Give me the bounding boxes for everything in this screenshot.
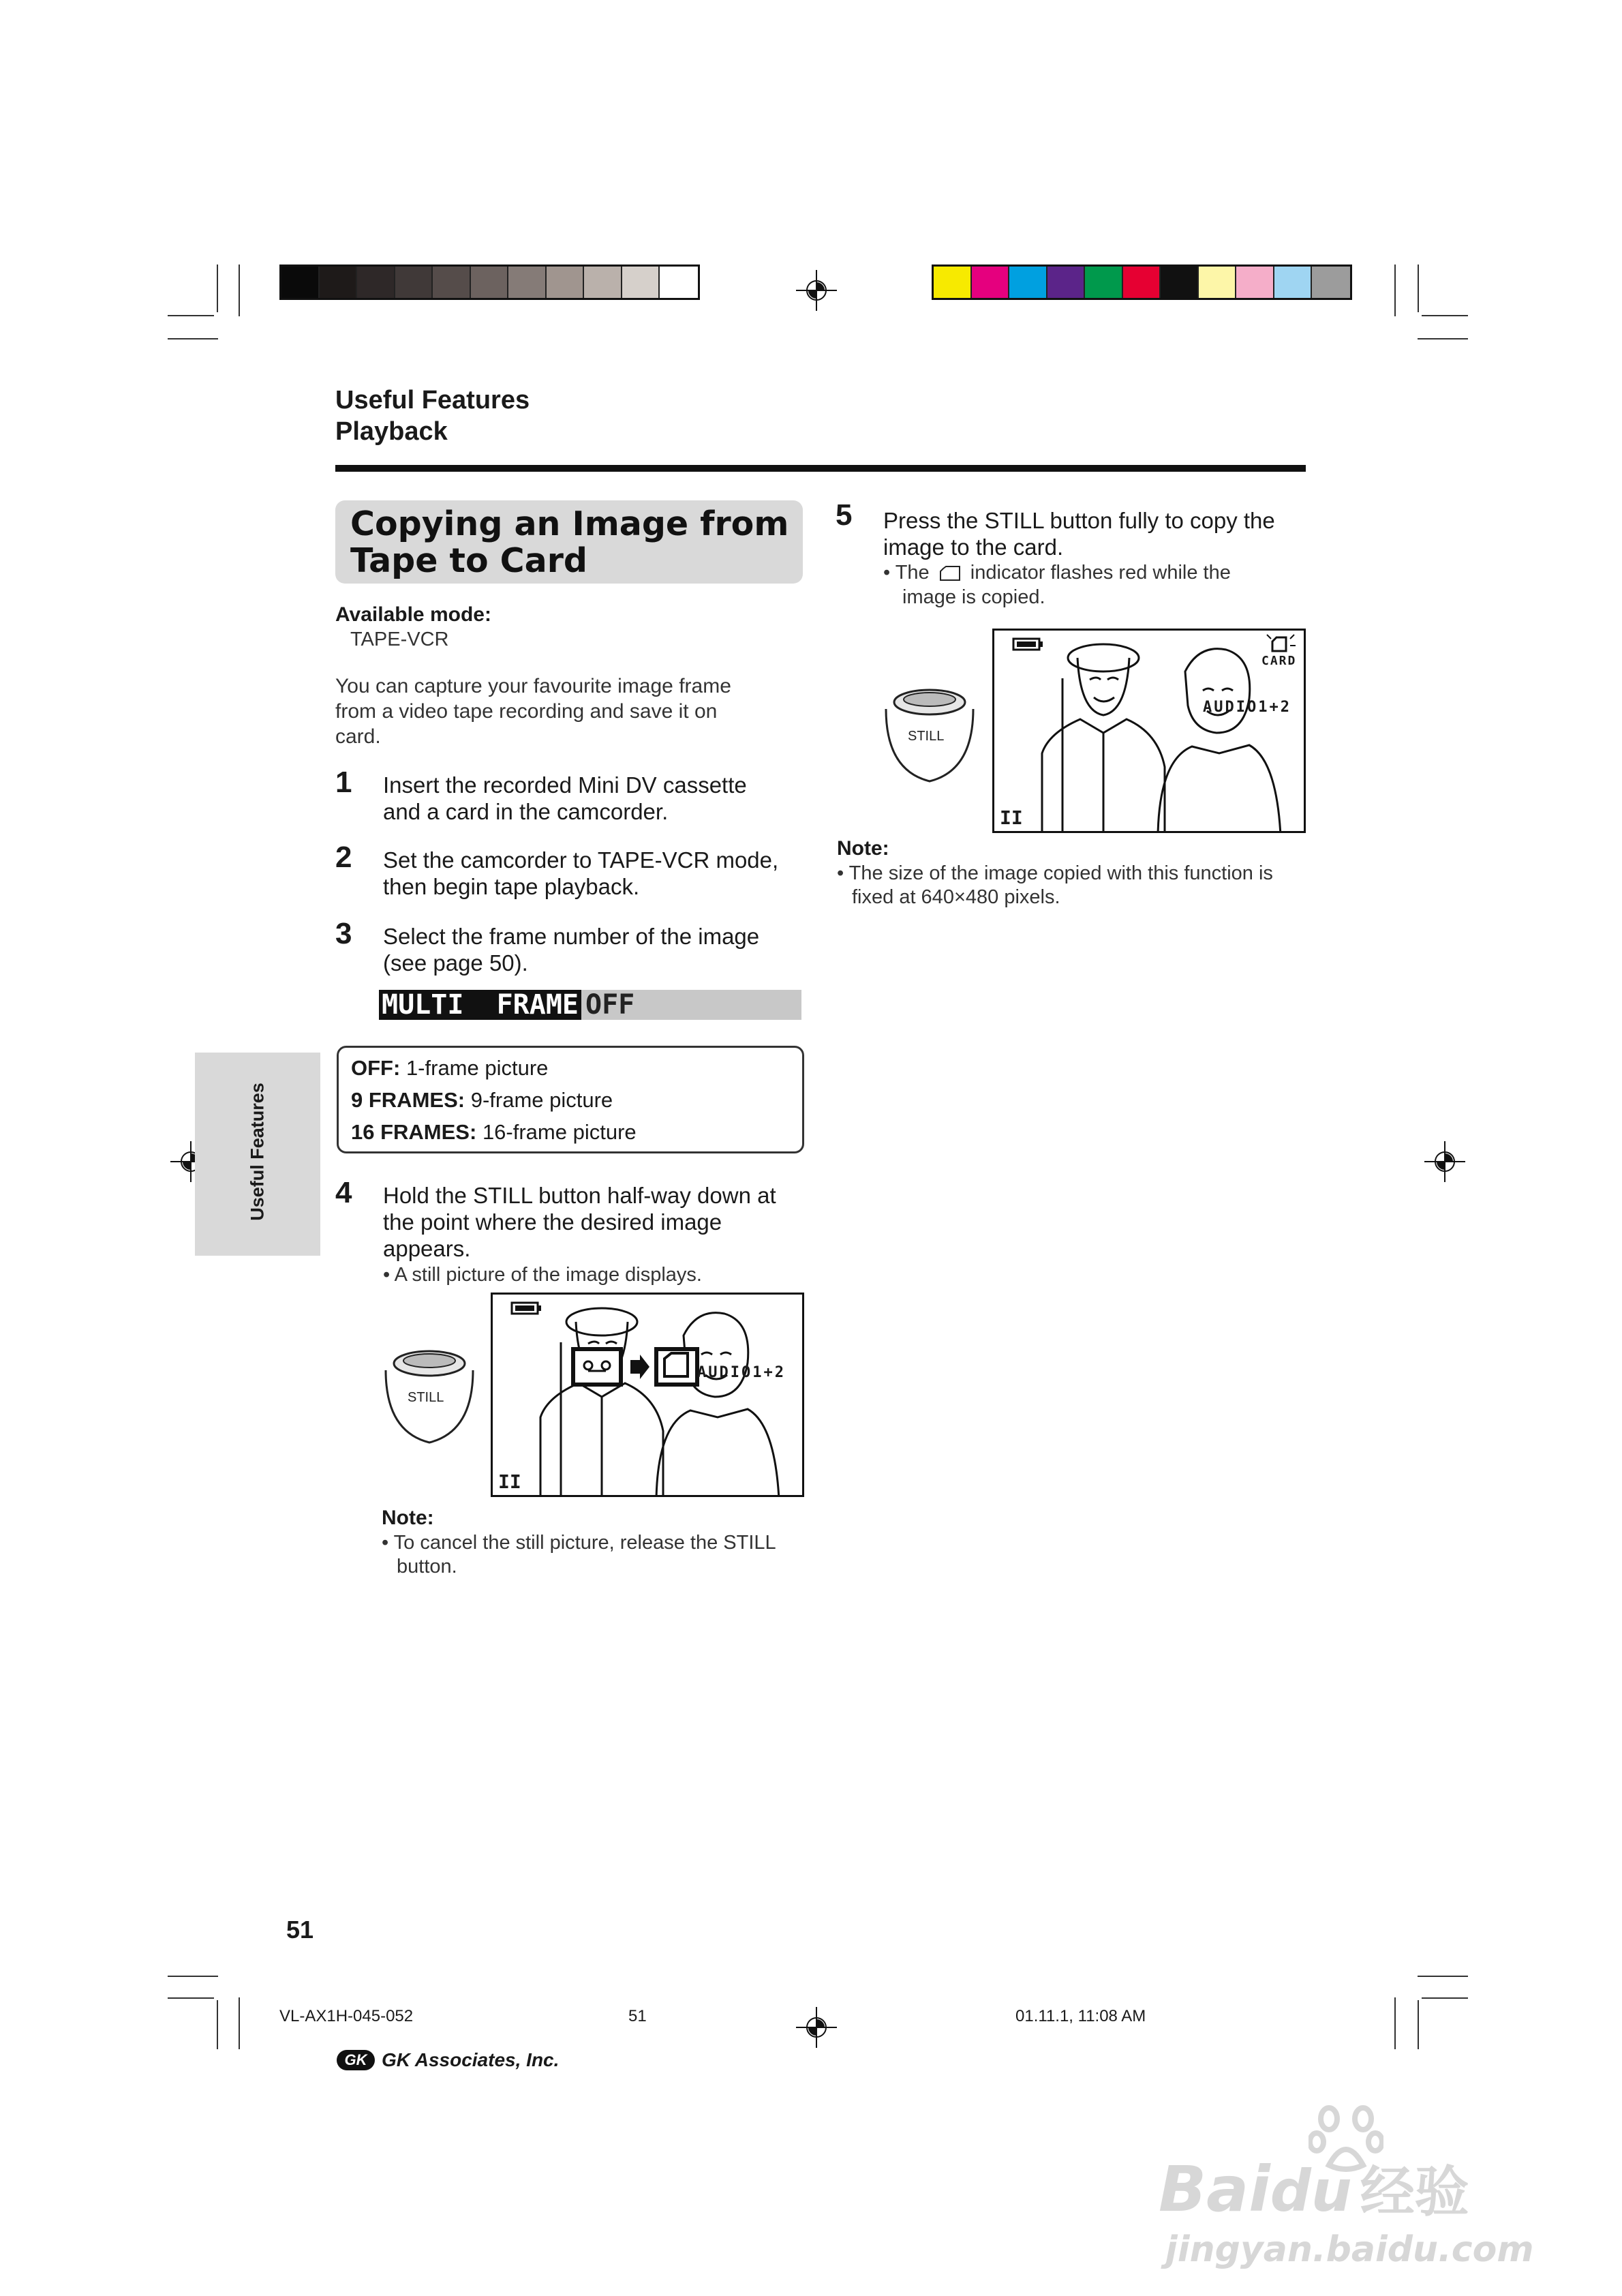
page-number: 51 <box>286 1916 314 1944</box>
step-line: Press the STILL button fully to copy the <box>883 508 1275 533</box>
step-line: Hold the STILL button half-way down at <box>383 1183 776 1208</box>
color-swatch <box>320 267 358 298</box>
color-swatch <box>357 267 395 298</box>
crop-mark <box>1394 1997 1396 2049</box>
intro-line: card. <box>335 725 381 748</box>
still-label: STILL <box>408 1390 444 1405</box>
watermark-brand <box>1159 2153 1469 2226</box>
still-button-icon <box>382 1343 477 1445</box>
option-row <box>339 1052 802 1084</box>
registration-mark-icon <box>796 2007 837 2048</box>
option-key: 9 FRAMES: <box>351 1088 465 1112</box>
page-title-line: Tape to Card <box>350 541 587 580</box>
color-calibration-bar <box>932 265 1352 300</box>
step-line: the point where the desired image <box>383 1209 722 1235</box>
side-tab-label: Useful Features <box>247 1083 268 1221</box>
color-swatch <box>281 267 320 298</box>
company-logo <box>337 2049 559 2071</box>
option-key: OFF: <box>351 1056 401 1080</box>
crop-mark <box>1418 265 1419 312</box>
audio-indicator: AUDIO1+2 <box>697 1364 786 1381</box>
color-swatch <box>934 267 972 298</box>
note-line: button. <box>397 1556 457 1577</box>
option-row <box>339 1084 802 1116</box>
step-number: 5 <box>836 498 853 532</box>
menu-label: MULTI FRAME <box>379 990 581 1020</box>
side-tab <box>195 1053 320 1256</box>
step-line: Select the frame number of the image <box>383 924 760 949</box>
page-title-line: Copying an Image from <box>350 504 789 543</box>
color-swatch <box>471 267 509 298</box>
multi-frame-menu-bar <box>379 990 801 1020</box>
subsection-title: Playback <box>335 417 448 446</box>
color-swatch <box>508 267 547 298</box>
crop-mark <box>239 1997 240 2049</box>
option-text: 16-frame picture <box>482 1120 637 1144</box>
crop-mark <box>1394 265 1396 316</box>
watermark-cn-text: 经验 <box>1360 2160 1469 2224</box>
step-text <box>883 507 1275 560</box>
step-text <box>383 923 759 976</box>
color-swatch <box>1199 267 1237 298</box>
color-swatch <box>1047 267 1086 298</box>
step-line: image to the card. <box>883 534 1064 560</box>
step-text <box>383 847 778 900</box>
note-heading: Note: <box>382 1507 434 1529</box>
note-text <box>382 1531 776 1579</box>
card-flashing-icon <box>1264 633 1298 656</box>
color-swatch <box>1123 267 1161 298</box>
card-icon <box>939 566 961 581</box>
crop-mark <box>239 265 240 316</box>
crop-mark <box>168 315 214 316</box>
gray-calibration-bar <box>279 265 700 300</box>
step-line: Set the camcorder to TAPE-VCR mode, <box>383 847 779 873</box>
step-line: appears. <box>383 1236 471 1261</box>
step-bullet: • A still picture of the image displays. <box>383 1264 702 1286</box>
page-title <box>350 506 789 579</box>
crop-mark <box>217 265 218 312</box>
menu-value: OFF <box>585 989 635 1021</box>
bullet-text: indicator flashes red while the <box>970 562 1231 584</box>
color-swatch <box>622 267 660 298</box>
registration-mark-icon <box>1424 1141 1465 1182</box>
note-line: • To cancel the still picture, release the STILL <box>382 1532 776 1554</box>
note-line: • The size of the image copied with this function is <box>837 862 1273 884</box>
color-swatch <box>660 267 698 298</box>
pause-indicator: II <box>498 1470 521 1493</box>
viewfinder-screen <box>992 629 1306 833</box>
color-swatch <box>1236 267 1274 298</box>
color-swatch <box>395 267 433 298</box>
option-text: 1-frame picture <box>406 1056 549 1080</box>
option-row <box>339 1116 802 1148</box>
crop-mark <box>168 338 218 339</box>
footer-page: 51 <box>628 2007 647 2025</box>
crop-mark <box>1418 2000 1419 2049</box>
still-label: STILL <box>908 729 945 744</box>
option-text: 9-frame picture <box>470 1088 613 1112</box>
crop-mark <box>1418 1976 1468 1977</box>
crop-mark <box>1418 338 1468 339</box>
gk-logo-icon: GK <box>337 2050 375 2070</box>
options-box <box>337 1046 804 1153</box>
bullet-text: A still picture of the image displays. <box>394 1264 702 1286</box>
color-swatch <box>433 267 471 298</box>
pause-indicator: II <box>1000 806 1023 829</box>
watermark <box>1159 2100 1595 2277</box>
color-swatch <box>1085 267 1123 298</box>
couple-illustration-icon <box>1015 631 1287 833</box>
registration-mark-icon <box>796 270 837 311</box>
section-title: Useful Features <box>335 386 530 414</box>
color-swatch <box>1312 267 1350 298</box>
bullet-text: image is copied. <box>902 586 1045 608</box>
step-line: Insert the recorded Mini DV cassette <box>383 772 747 798</box>
watermark-brand-text2: du <box>1270 2158 1352 2224</box>
crop-mark <box>217 2000 218 2049</box>
bullet-text: The <box>895 562 930 584</box>
step-number: 1 <box>335 766 352 799</box>
footer-date: 01.11.1, 11:08 AM <box>1015 2007 1146 2025</box>
available-mode <box>335 603 491 652</box>
company-name: GK Associates, Inc. <box>382 2049 560 2070</box>
watermark-url: jingyan.baidu.com <box>1165 2229 1534 2270</box>
step-text <box>383 1182 776 1262</box>
watermark-brand-text: Bai <box>1159 2153 1270 2226</box>
footer-filename: VL-AX1H-045-052 <box>279 2007 414 2025</box>
viewfinder-screen <box>491 1293 804 1497</box>
note-text <box>837 862 1273 909</box>
card-indicator: CARD <box>1261 654 1297 668</box>
step-number: 4 <box>335 1176 352 1209</box>
note-line: fixed at 640×480 pixels. <box>852 886 1060 908</box>
color-swatch <box>1161 267 1199 298</box>
step-line: and a card in the camcorder. <box>383 799 669 824</box>
intro-text <box>335 674 731 749</box>
crop-mark <box>168 1997 214 1999</box>
step-number: 3 <box>335 917 352 950</box>
step-text <box>383 772 747 825</box>
header-rule <box>335 465 1306 472</box>
step-number: 2 <box>335 841 352 874</box>
section-heading <box>335 384 530 447</box>
color-swatch <box>547 267 585 298</box>
crop-mark <box>1422 1997 1468 1999</box>
title-box <box>335 500 803 584</box>
note-heading: Note: <box>837 837 889 860</box>
available-mode-label: Available mode: <box>335 603 491 626</box>
still-button-icon <box>882 682 977 784</box>
audio-indicator: AUDIO1+2 <box>1203 699 1291 716</box>
intro-line: You can capture your favourite image frame <box>335 675 731 697</box>
option-key: 16 FRAMES: <box>351 1120 477 1144</box>
crop-mark <box>1422 315 1468 316</box>
step-line: then begin tape playback. <box>383 874 640 899</box>
step-bullet: • The indicator flashes red while the image is copied. <box>883 562 1231 608</box>
intro-line: from a video tape recording and save it on <box>335 700 718 723</box>
color-swatch <box>972 267 1010 298</box>
color-swatch <box>1274 267 1313 298</box>
couple-illustration-icon <box>513 1295 786 1497</box>
available-mode-value: TAPE-VCR <box>350 629 449 650</box>
crop-mark <box>168 1976 218 1977</box>
color-swatch <box>584 267 622 298</box>
step-line: (see page 50). <box>383 950 528 976</box>
color-swatch <box>1009 267 1047 298</box>
